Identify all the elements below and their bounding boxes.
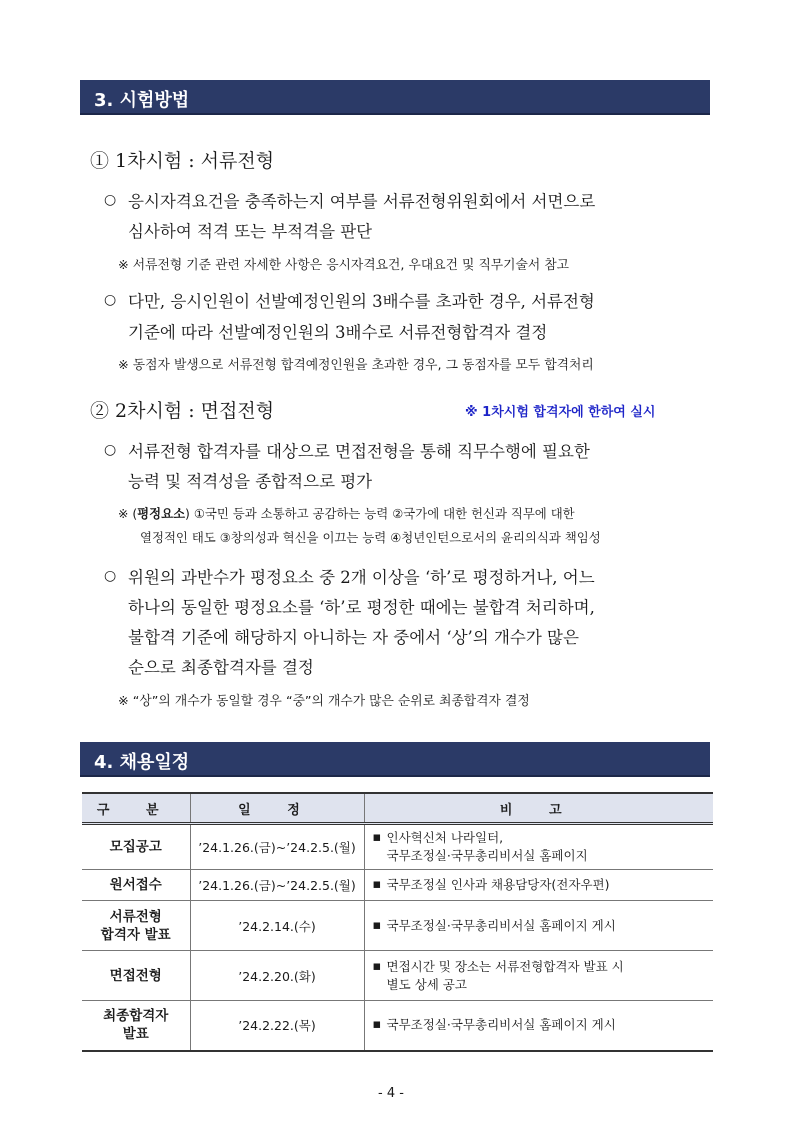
schedule-header-row xyxy=(82,793,713,824)
stage-label: 서류전형 xyxy=(109,908,162,925)
remarks-cell xyxy=(364,824,713,870)
first-bullet1-line1: 응시자격요건을 충족하는지 여부를 서류전형위원회에서 서면으로 xyxy=(128,192,596,211)
first-note2: ※ 동점자 발생으로 서류전형 합격예정인원을 초과한 경우, 그 동점자를 모두 합격처리 xyxy=(118,358,594,373)
circle-bullet-icon: ○ xyxy=(104,292,117,308)
stage-cell xyxy=(82,824,190,870)
section-3-title: 3. 시험방법 xyxy=(94,90,190,111)
second-bullet2-line2: 하나의 동일한 평정요소를 ‘하’로 평정한 때에는 불합격 처리하며, xyxy=(128,598,595,617)
table-row xyxy=(82,901,713,951)
stage-label-line2: 합격자 발표 xyxy=(100,926,171,943)
stage-label: 모집공고 xyxy=(109,839,162,855)
date-cell: ’24.2.14.(수) xyxy=(190,901,364,951)
section-4-title: 4. 채용일정 xyxy=(94,752,190,773)
second-bullet1-line2: 능력 및 적격성을 종합적으로 평가 xyxy=(128,472,373,491)
second-bullet2-line4: 순으로 최종합격자를 결정 xyxy=(128,658,314,677)
stage-cell xyxy=(82,870,190,901)
page-number: - 4 - xyxy=(378,1086,404,1101)
remarks-cell xyxy=(364,870,713,901)
remark-line: ▪ 인사혁신처 나라일터, xyxy=(371,829,708,847)
remark-line: ▪ 국무조정실·국무총리비서실 홈페이지 게시 xyxy=(371,1016,708,1034)
section-4-header xyxy=(80,742,710,777)
first-bullet2-line2: 기준에 따라 선발예정인원의 3배수로 서류전형합격자 결정 xyxy=(128,323,548,342)
second-exam-heading: ② 2차시험 : 면접전형 xyxy=(90,400,275,422)
header-category: 구 분 xyxy=(82,793,190,824)
criteria-note-bold: 평정요소 xyxy=(137,506,186,521)
circle-bullet-icon: ○ xyxy=(104,568,117,584)
header-schedule: 일 정 xyxy=(190,793,364,824)
date-cell: ’24.1.26.(금)~’24.2.5.(월) xyxy=(190,870,364,901)
date-cell: ’24.2.20.(화) xyxy=(190,951,364,1001)
remark-line-cont: 국무조정실·국무총리비서실 홈페이지 xyxy=(386,848,588,863)
second-exam-side-note: ※ 1차시험 합격자에 한하여 실시 xyxy=(465,405,656,420)
second-bullet2-line3: 불합격 기준에 해당하지 아니하는 자 중에서 ‘상’의 개수가 많은 xyxy=(128,628,579,647)
circle-bullet-icon: ○ xyxy=(104,442,117,458)
remark-line: ▪ 국무조정실·국무총리비서실 홈페이지 게시 xyxy=(371,917,708,935)
section-3-header xyxy=(80,80,710,115)
remarks-cell xyxy=(364,901,713,951)
remark-line-cont: 별도 상세 공고 xyxy=(386,976,467,992)
table-row xyxy=(82,951,713,1001)
circle-bullet-icon: ○ xyxy=(104,192,117,208)
header-remarks: 비 고 xyxy=(364,793,713,824)
criteria-note-prefix: ※ ( xyxy=(118,506,138,521)
table-row xyxy=(82,824,713,870)
table-row xyxy=(82,1001,713,1051)
evaluation-criteria-note-line2: 열정적인 태도 ③창의성과 혁신을 이끄는 능력 ④청년인턴으로서의 윤리의식과 책임성 xyxy=(140,530,601,545)
date-cell: ’24.2.22.(목) xyxy=(190,1001,364,1051)
date-cell: ’24.1.26.(금)~’24.2.5.(월) xyxy=(190,824,364,870)
stage-cell xyxy=(82,901,190,951)
stage-cell xyxy=(82,1001,190,1051)
first-bullet1-line2: 심사하여 적격 또는 부적격을 판단 xyxy=(128,222,373,241)
second-bullet1-line1: 서류전형 합격자를 대상으로 면접전형을 통해 직무수행에 필요한 xyxy=(128,442,590,461)
remarks-cell xyxy=(364,951,713,1001)
stage-label-line2: 발표 xyxy=(122,1026,149,1043)
stage-cell xyxy=(82,951,190,1001)
stage-label: 원서접수 xyxy=(109,877,162,893)
first-note1: ※ 서류전형 기준 관련 자세한 사항은 응시자격요건, 우대요건 및 직무기술서 참고 xyxy=(118,258,570,273)
stage-label: 면접전형 xyxy=(109,967,162,984)
remark-line: ▪ 면접시간 및 장소는 서류전형합격자 발표 시 xyxy=(371,958,708,976)
criteria-note-rest: ) ①국민 등과 소통하고 공감하는 능력 ②국가에 대한 헌신과 직무에 대한 xyxy=(185,506,575,521)
remark-line: ▪ 국무조정실 인사과 채용담당자(전자우편) xyxy=(371,876,708,894)
second-note2: ※ “상”의 개수가 동일할 경우 “중”의 개수가 많은 순위로 최종합격자 결정 xyxy=(118,694,530,709)
first-bullet2-line1: 다만, 응시인원이 선발예정인원의 3배수를 초과한 경우, 서류전형 xyxy=(128,292,595,311)
second-bullet2-line1: 위원의 과반수가 평정요소 중 2개 이상을 ‘하’로 평정하거나, 어느 xyxy=(128,568,595,587)
schedule-table xyxy=(82,792,713,1052)
table-row xyxy=(82,870,713,901)
evaluation-criteria-note xyxy=(118,504,575,522)
stage-label: 최종합격자 xyxy=(103,1008,169,1025)
remarks-cell xyxy=(364,1001,713,1051)
first-exam-heading: ① 1차시험 : 서류전형 xyxy=(90,150,275,172)
